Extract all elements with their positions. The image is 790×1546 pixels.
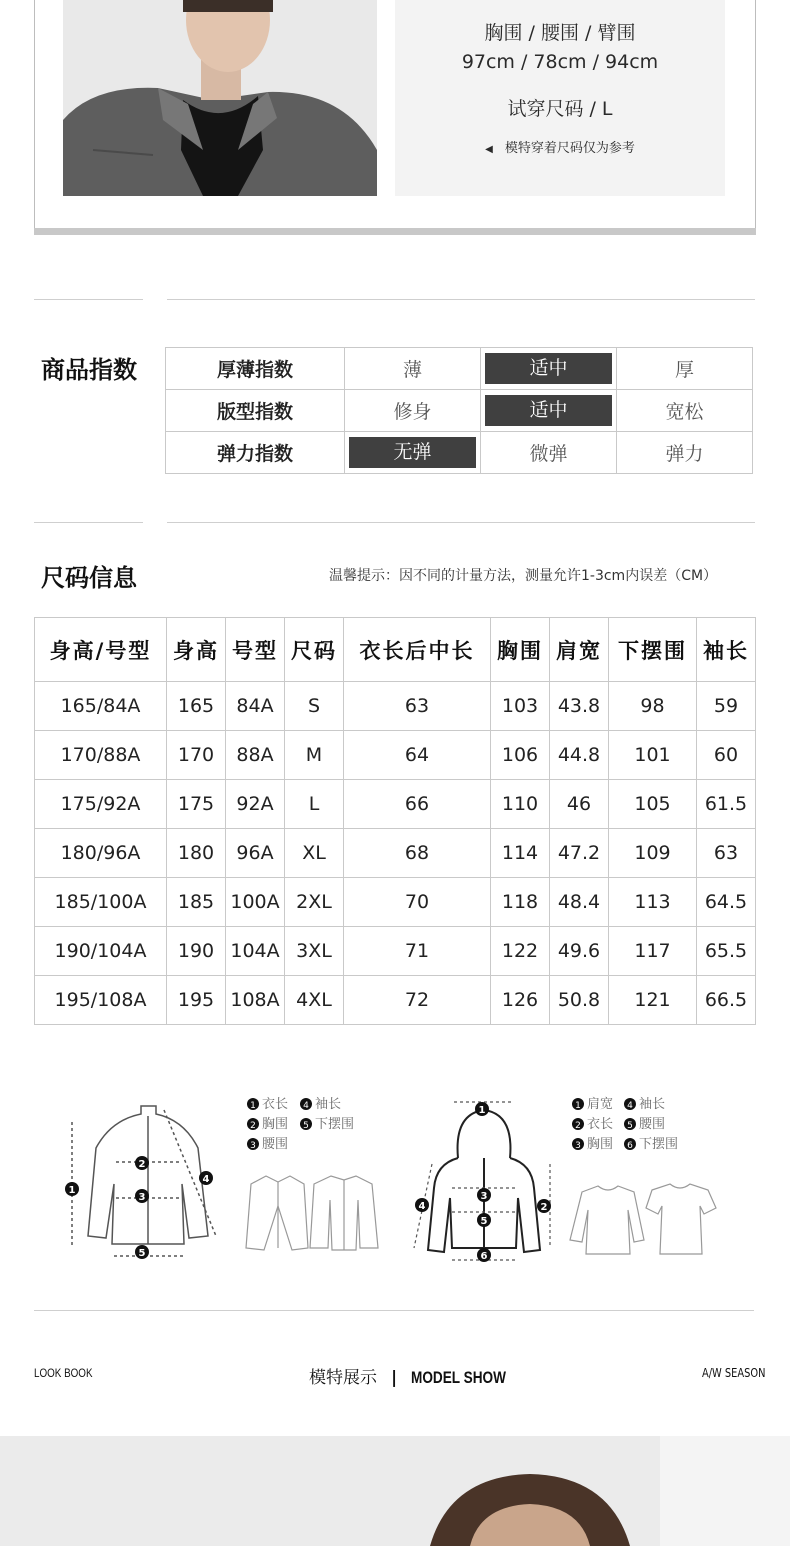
blazer-shirt-icons xyxy=(246,1176,378,1250)
svg-text:2: 2 xyxy=(250,1121,256,1131)
size-cell: 175/92A xyxy=(35,780,167,829)
svg-text:3: 3 xyxy=(480,1191,488,1202)
size-header-cell: 下摆围 xyxy=(609,618,697,682)
svg-text:6: 6 xyxy=(627,1141,633,1151)
size-cell: 2XL xyxy=(285,878,344,927)
size-cell: S xyxy=(285,682,344,731)
size-cell: 68 xyxy=(344,829,491,878)
size-cell: 109 xyxy=(609,829,697,878)
size-cell: 64 xyxy=(344,731,491,780)
index-option-selected xyxy=(481,348,617,390)
size-cell: 92A xyxy=(226,780,285,829)
hoodie-diagram xyxy=(428,1110,540,1252)
size-cell: 71 xyxy=(344,927,491,976)
size-cell: 101 xyxy=(609,731,697,780)
index-option: 薄 xyxy=(345,348,481,390)
marker-2: 2 xyxy=(138,1159,146,1170)
index-option: 厚 xyxy=(617,348,753,390)
size-cell: 61.5 xyxy=(697,780,756,829)
size-cell: 46 xyxy=(550,780,609,829)
svg-text:肩宽: 肩宽 xyxy=(587,1097,614,1112)
svg-text:1: 1 xyxy=(250,1101,256,1111)
size-cell: M xyxy=(285,731,344,780)
size-cell: 113 xyxy=(609,878,697,927)
svg-text:3: 3 xyxy=(250,1141,256,1151)
size-cell: 121 xyxy=(609,976,697,1025)
index-row-label: 弹力指数 xyxy=(166,432,345,474)
size-cell: 88A xyxy=(226,731,285,780)
divider xyxy=(34,1310,754,1311)
size-header-cell: 尺码 xyxy=(285,618,344,682)
size-cell: XL xyxy=(285,829,344,878)
svg-text:袖长: 袖长 xyxy=(639,1097,666,1112)
size-cell: 43.8 xyxy=(550,682,609,731)
measure-values: 97cm / 78cm / 94cm xyxy=(461,51,659,73)
size-cell: 65.5 xyxy=(697,927,756,976)
size-header-cell: 袖长 xyxy=(697,618,756,682)
svg-text:腰围: 腰围 xyxy=(639,1117,666,1132)
index-row xyxy=(166,390,753,432)
hoodie-legend xyxy=(572,1096,678,1152)
svg-text:1: 1 xyxy=(478,1105,486,1116)
svg-text:5: 5 xyxy=(627,1121,633,1131)
measure-labels: 胸围 / 腰围 / 臂围 xyxy=(484,22,636,44)
size-header-cell: 肩宽 xyxy=(550,618,609,682)
svg-text:2: 2 xyxy=(540,1202,548,1213)
size-cell: 190 xyxy=(167,927,226,976)
divider xyxy=(167,299,755,300)
svg-text:6: 6 xyxy=(480,1251,488,1262)
size-header-cell: 衣长后中长 xyxy=(344,618,491,682)
index-row-label: 厚薄指数 xyxy=(166,348,345,390)
svg-text:1: 1 xyxy=(575,1101,581,1111)
selected-chip: 适中 xyxy=(485,395,612,426)
size-cell: 49.6 xyxy=(550,927,609,976)
size-table xyxy=(34,617,756,1025)
size-cell: 63 xyxy=(344,682,491,731)
size-cell: 190/104A xyxy=(35,927,167,976)
table-row xyxy=(35,682,756,731)
size-cell: 117 xyxy=(609,927,697,976)
size-cell: 64.5 xyxy=(697,878,756,927)
section-title-size: 尺码信息 xyxy=(41,564,137,592)
model-note xyxy=(395,137,725,156)
model-show-en: MODEL SHOW xyxy=(411,1368,507,1387)
size-cell: 104A xyxy=(226,927,285,976)
table-row xyxy=(35,780,756,829)
size-header-cell: 胸围 xyxy=(491,618,550,682)
svg-text:下摆围: 下摆围 xyxy=(315,1117,355,1132)
jacket-legend xyxy=(247,1096,354,1152)
size-cell: 96A xyxy=(226,829,285,878)
table-row xyxy=(35,976,756,1025)
size-cell: 165 xyxy=(167,682,226,731)
divider xyxy=(34,522,143,523)
svg-text:5: 5 xyxy=(303,1121,309,1131)
model-show-divider: | xyxy=(391,1368,398,1388)
size-cell: 48.4 xyxy=(550,878,609,927)
left-triangle-icon: ◀ xyxy=(485,144,493,155)
model-note-text: 模特穿着尺码仅为参考 xyxy=(504,141,635,156)
size-cell: 105 xyxy=(609,780,697,829)
size-cell: 185 xyxy=(167,878,226,927)
model-show-cn: 模特展示 xyxy=(309,1368,377,1388)
size-cell: 180 xyxy=(167,829,226,878)
size-cell: 63 xyxy=(697,829,756,878)
divider xyxy=(167,522,755,523)
index-table xyxy=(165,347,753,474)
section-title-index: 商品指数 xyxy=(41,356,137,384)
table-row xyxy=(35,829,756,878)
svg-text:衣长: 衣长 xyxy=(587,1117,614,1132)
size-cell: 72 xyxy=(344,976,491,1025)
marker-1: 1 xyxy=(68,1185,76,1196)
size-header-cell: 身高 xyxy=(167,618,226,682)
table-row xyxy=(35,878,756,927)
index-option-selected xyxy=(481,390,617,432)
size-cell: 185/100A xyxy=(35,878,167,927)
size-cell: 70 xyxy=(344,878,491,927)
model-photo xyxy=(63,0,377,196)
size-cell: 170/88A xyxy=(35,731,167,780)
selected-chip: 无弹 xyxy=(349,437,476,468)
try-size: 试穿尺码 / L xyxy=(507,98,613,120)
marker-5: 5 xyxy=(138,1248,146,1259)
size-cell: 175 xyxy=(167,780,226,829)
index-option: 宽松 xyxy=(617,390,753,432)
selected-chip: 适中 xyxy=(485,353,612,384)
svg-text:袖长: 袖长 xyxy=(315,1097,342,1112)
jacket-diagram xyxy=(72,1106,216,1256)
size-cell: 165/84A xyxy=(35,682,167,731)
index-row xyxy=(166,348,753,390)
index-row-label: 版型指数 xyxy=(166,390,345,432)
svg-text:4: 4 xyxy=(627,1101,633,1111)
size-cell: 106 xyxy=(491,731,550,780)
svg-text:衣长: 衣长 xyxy=(262,1097,289,1112)
size-cell: 122 xyxy=(491,927,550,976)
size-cell: 59 xyxy=(697,682,756,731)
index-option-selected xyxy=(345,432,481,474)
size-cell: 170 xyxy=(167,731,226,780)
size-cell: 3XL xyxy=(285,927,344,976)
svg-text:下摆围: 下摆围 xyxy=(639,1137,679,1152)
table-row xyxy=(35,731,756,780)
svg-text:腰围: 腰围 xyxy=(262,1137,289,1152)
size-cell: 66.5 xyxy=(697,976,756,1025)
size-cell: 4XL xyxy=(285,976,344,1025)
size-cell: 47.2 xyxy=(550,829,609,878)
model-info-panel xyxy=(395,0,725,196)
size-cell: 44.8 xyxy=(550,731,609,780)
table-row xyxy=(35,927,756,976)
size-cell: 118 xyxy=(491,878,550,927)
size-cell: L xyxy=(285,780,344,829)
size-cell: 66 xyxy=(344,780,491,829)
svg-text:4: 4 xyxy=(418,1201,426,1212)
size-header-cell: 号型 xyxy=(226,618,285,682)
svg-text:胸围: 胸围 xyxy=(587,1137,614,1152)
divider xyxy=(34,299,143,300)
marker-3: 3 xyxy=(138,1192,146,1203)
size-cell: 100A xyxy=(226,878,285,927)
svg-text:胸围: 胸围 xyxy=(262,1117,289,1132)
svg-text:4: 4 xyxy=(303,1101,309,1111)
sweater-tee-icons xyxy=(570,1184,716,1254)
size-note: 温馨提示：因不同的计量方法，测量允许1-3cm内误差（CM） xyxy=(329,568,718,584)
size-cell: 195 xyxy=(167,976,226,1025)
model-show-heading xyxy=(309,1363,530,1388)
size-cell: 98 xyxy=(609,682,697,731)
size-table-header xyxy=(35,618,756,682)
size-cell: 126 xyxy=(491,976,550,1025)
index-option: 修身 xyxy=(345,390,481,432)
svg-text:5: 5 xyxy=(480,1216,488,1227)
size-cell: 180/96A xyxy=(35,829,167,878)
marker-4: 4 xyxy=(202,1174,210,1185)
size-cell: 108A xyxy=(226,976,285,1025)
measurement-diagrams xyxy=(56,1088,736,1268)
lookbook-label: LOOK BOOK xyxy=(34,1366,93,1380)
size-cell: 195/108A xyxy=(35,976,167,1025)
index-option: 微弹 xyxy=(481,432,617,474)
bottom-model-photo xyxy=(0,1436,790,1546)
card-shadow xyxy=(34,228,756,235)
size-cell: 84A xyxy=(226,682,285,731)
index-row xyxy=(166,432,753,474)
season-label: A/W SEASON xyxy=(702,1366,766,1380)
size-cell: 110 xyxy=(491,780,550,829)
size-cell: 60 xyxy=(697,731,756,780)
size-cell: 103 xyxy=(491,682,550,731)
index-option: 弹力 xyxy=(617,432,753,474)
size-cell: 50.8 xyxy=(550,976,609,1025)
size-header-cell: 身高/号型 xyxy=(35,618,167,682)
svg-text:2: 2 xyxy=(575,1121,581,1131)
svg-text:3: 3 xyxy=(575,1141,581,1151)
size-cell: 114 xyxy=(491,829,550,878)
